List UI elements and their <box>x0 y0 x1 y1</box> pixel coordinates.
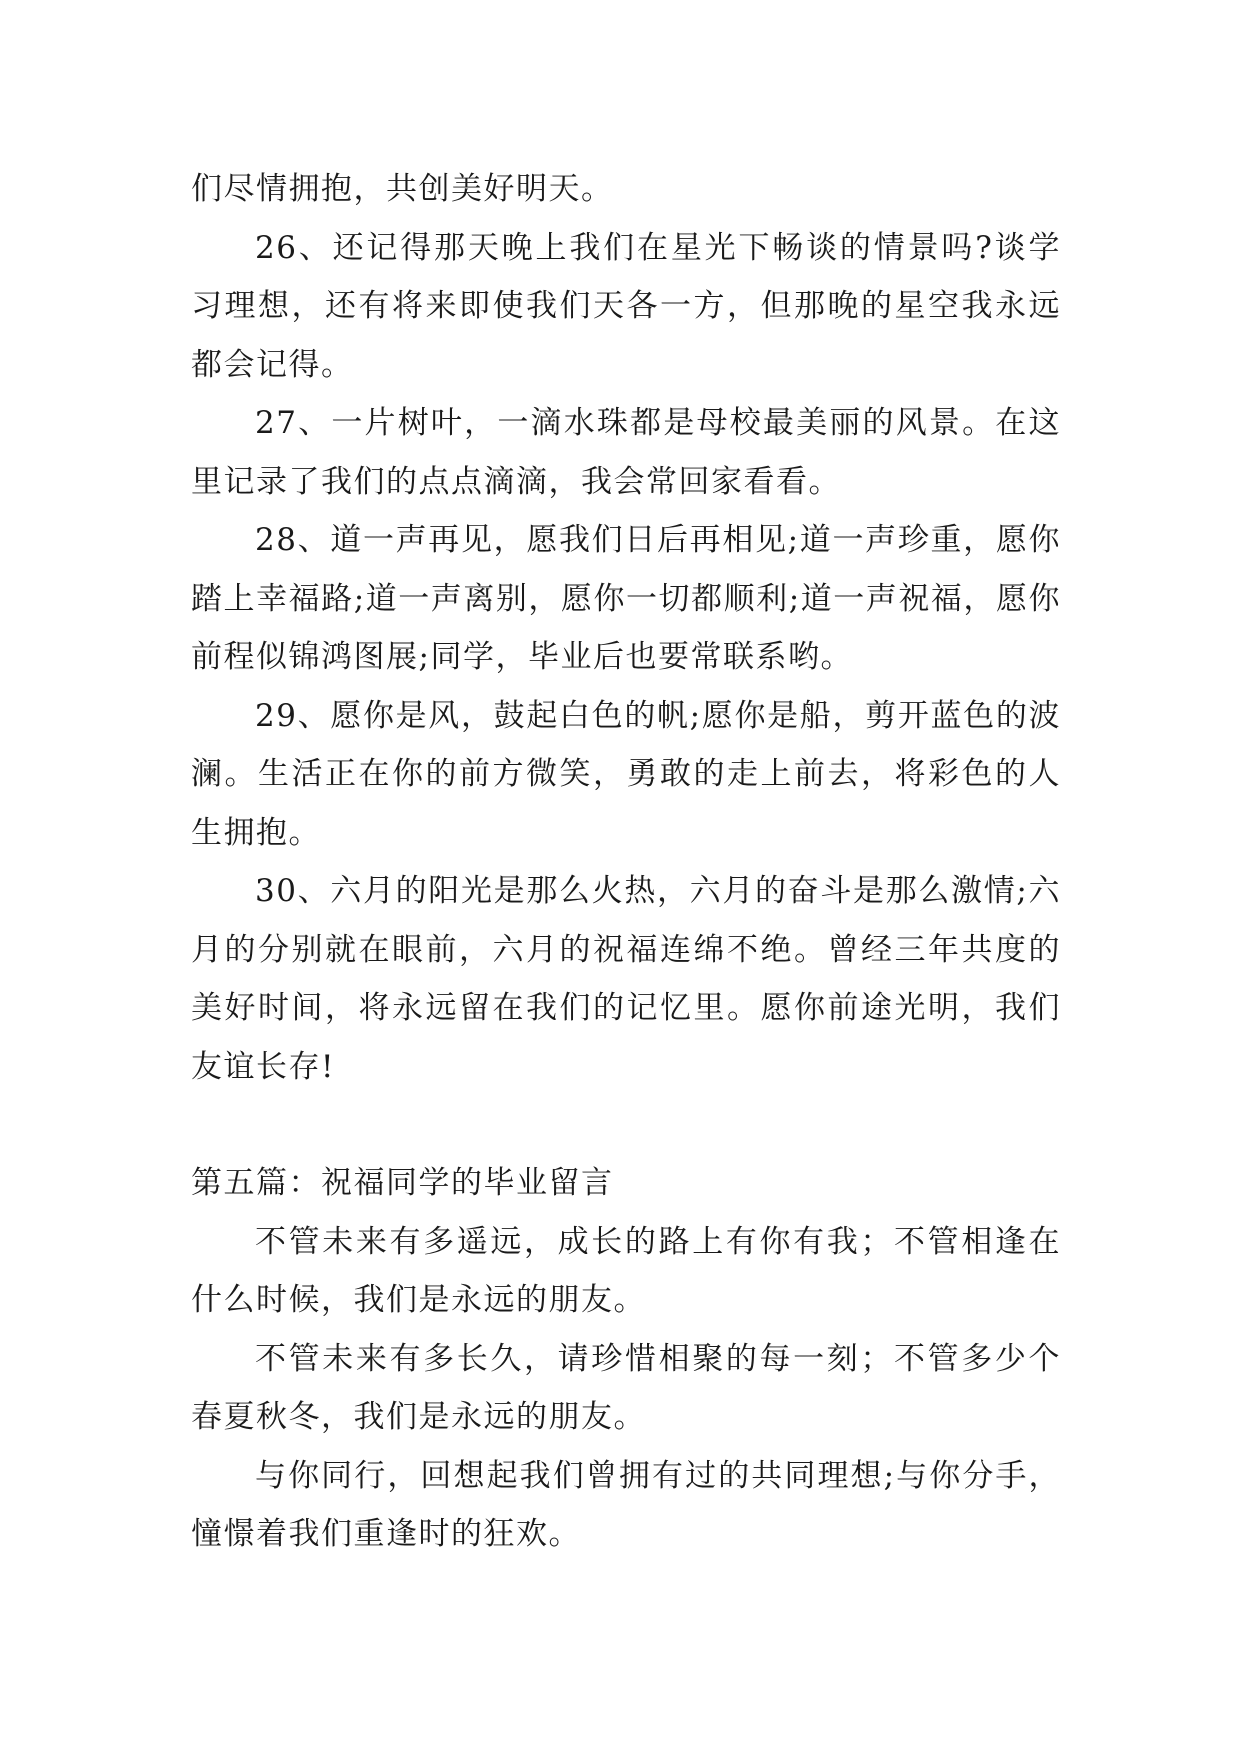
paragraph-friendship-2: 不管未来有多长久，请珍惜相聚的每一刻；不管多少个春夏秋冬，我们是永远的朋友。 <box>191 1340 1061 1435</box>
paragraph-continuation: 们尽情拥抱，共创美好明天。 <box>191 171 614 207</box>
paragraph-item-29: 29、愿你是风，鼓起白色的帆;愿你是船，剪开蓝色的波澜。生活正在你的前方微笑，勇敢的走上前去，将彩色的人生拥抱。 <box>191 697 1061 851</box>
paragraph-item-30: 30、六月的阳光是那么火热，六月的奋斗是那么激情;六月的分别就在眼前，六月的祝福连绵不绝。曾经三年共度的美好时间，将永远留在我们的记忆里。愿你前途光明，我们友谊长存! <box>191 873 1061 1085</box>
paragraph-item-28: 28、道一声再见，愿我们日后再相见;道一声珍重，愿你踏上幸福路;道一声离别，愿你一切都顺利;道一声祝福，愿你前程似锦鸿图展;同学，毕业后也要常联系哟。 <box>191 522 1061 675</box>
paragraph-friendship-3: 与你同行，回想起我们曾拥有过的共同理想;与你分手，憧憬着我们重逢时的狂欢。 <box>191 1457 1061 1552</box>
paragraph-item-27: 27、一片树叶，一滴水珠都是母校最美丽的风景。在这里记录了我们的点点滴滴，我会常回家看看。 <box>191 405 1061 500</box>
paragraph-friendship-1: 不管未来有多遥远，成长的路上有你有我；不管相逢在什么时候，我们是永远的朋友。 <box>191 1223 1061 1318</box>
paragraph-item-26: 26、还记得那天晚上我们在星光下畅谈的情景吗?谈学习理想，还有将来即使我们天各一方，但那晚的星空我永远都会记得。 <box>191 229 1061 383</box>
section-heading: 第五篇：祝福同学的毕业留言 <box>191 1165 614 1201</box>
document-body <box>191 160 1061 1564</box>
